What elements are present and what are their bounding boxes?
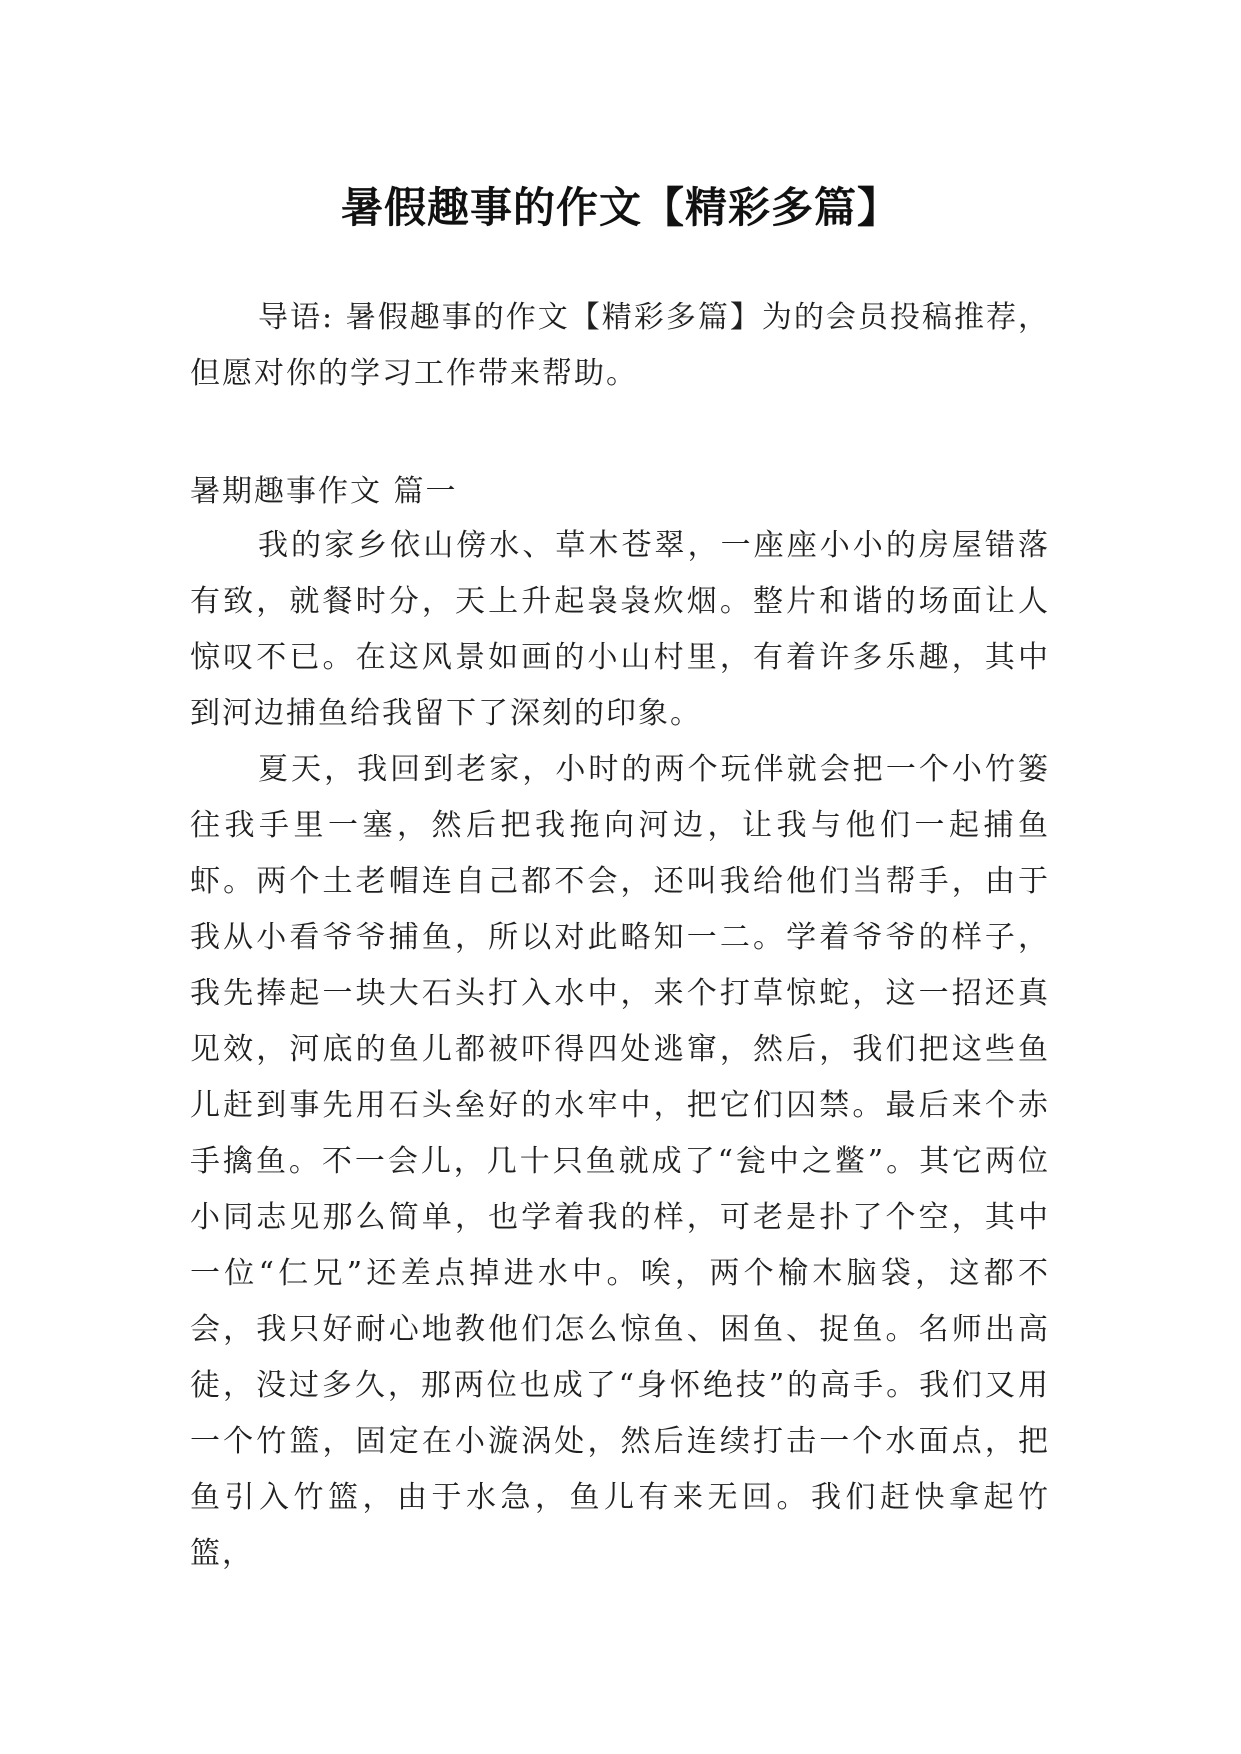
section-heading: 暑期趣事作文 篇一 <box>190 474 458 509</box>
document-title: 暑假趣事的作文【精彩多篇】 <box>340 183 900 233</box>
intro-paragraph: 导语: 暑假趣事的作文【精彩多篇】为的会员投稿推荐，但愿对你的学习工作带来帮助。 <box>190 300 1050 391</box>
body-paragraph-1: 我的家乡依山傍水、草木苍翠，一座座小小的房屋错落有致，就餐时分，天上升起袅袅炊烟。整片和谐的场面让人惊叹不已。在这风景如画的小山村里，有着许多乐趣，其中到河边捕鱼给我留下了深刻的印象。 <box>190 528 1050 731</box>
body-paragraph-2: 夏天，我回到老家，小时的两个玩伴就会把一个小竹篓往我手里一塞，然后把我拖向河边，让我与他们一起捕鱼虾。两个土老帽连自己都不会，还叫我给他们当帮手，由于我从小看爷爷捕鱼，所以对此略知一二。学着爷爷的样子，我先捧起一块大石头打入水中，来个打草惊蛇，这一招还真见效，河底的鱼儿都被吓得四处逃窜，然后，我们把这些鱼儿赶到事先用石头垒好的水牢中，把它们囚禁。最后来个赤手擒鱼。不一会儿，几十只鱼就成了“瓮中之鳖”。其它两位小同志见那么简单，也学着我的样，可老是扑了个空，其中一位“仁兄”还差点掉进水中。唉，两个榆木脑袋，这都不会，我只好耐心地教他们怎么惊鱼、困鱼、捉鱼。名师出高徒，没过多久，那两位也成了“身怀绝技”的高手。我们又用一个竹篮，固定在小漩涡处，然后连续打击一个水面点，把鱼引入竹篮，由于水急，鱼儿有来无回。我们赶快拿起竹篮， <box>190 752 1050 1571</box>
